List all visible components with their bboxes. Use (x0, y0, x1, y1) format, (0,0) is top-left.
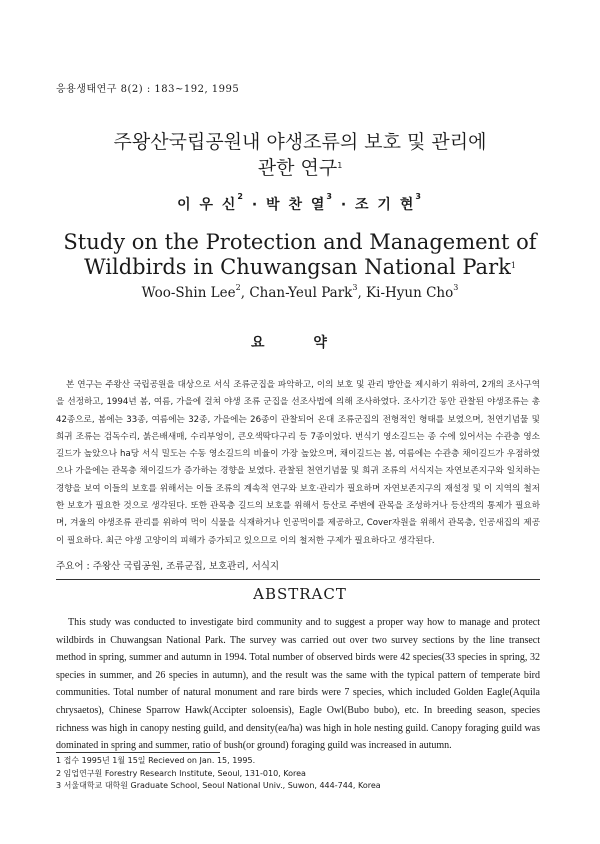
korean-abstract-heading: 요 약 (251, 335, 349, 351)
korean-title (40, 129, 560, 181)
english-abstract-heading: ABSTRACT (253, 585, 347, 603)
footnotes (56, 755, 381, 793)
korean-title-line2: 관한 연구$^1$ (257, 157, 343, 179)
footnote-3: 3 서울대학교 대학원 Graduate School, Seoul National Univ., Suwon, 444-744, Korea (56, 781, 381, 791)
author-en-3: Ki-Hyun Cho (366, 285, 454, 301)
footnote-mark: 1 (337, 161, 343, 170)
footnote-2: 2 임업연구원 Forestry Research Institute, Seoul, 131-010, Korea (56, 768, 306, 778)
keywords: 주요어 : 주왕산 국립공원, 조류군집, 보호관리, 서식지 (56, 561, 280, 572)
korean-abstract-text: 본 연구는 주왕산 국립공원을 대상으로 서식 조류군집을 파악하고, 이의 보호 및 관리 방안을 제시하기 위하여, 2개의 조사구역을 선정하고, 1994년 봄, 여름, 가을에 걸쳐 야생 조류 군집을 선조사법에 의해 조사하였다. 조사기간 동안 관찰된 야생조류는 총 42종으로, 봄에는 33종, 여름에는 32종, 가을에는 26종이 관찰되어 온대 조류군집의 전형적인 형태를 보였으며, 천연기념물 및 희귀 조류는 검독수리, 붉은배새매, 수리부엉이, 큰오색딱다구리 등 7종이었다. 번식기 영소길드는 종 수에 있어서는 수관층 영소길드가 높았으나 ha당 서식 밀도는 수동 영소길드의 비율이 가장 높았으며, 채이길드는 봄, 여름에는 수관층 채이길드가 우점하였으나 가을에는 관목층 채이길드가 증가하는 경향을 보였다. 관찰된 천연기념물 및 희귀 조류의 서식지는 자연보존지구와 일치하는 경향을 보여 이들의 보호를 위해서는 이들 조류의 계속적 연구와 보호·관리가 필요하며 자연보존지구의 재설정 및 이 지역의 철저한 보호가 필요한 것으로 생각된다. 또한 관목층 길드의 보호를 위해서 등산로 주변에 관목을 조성하거나 등산객의 통제가 필요하며, 겨울의 야생조류 관리를 위하여 먹이 식물을 식재하거나 인공먹이를 제공하고, Cover자원을 위해서 관목층, 인공새집의 제공이 필요하다. 최근 야생 고양이의 피해가 증가되고 있으므로 이의 철저한 구제가 필요하다고 생각된다. (56, 380, 540, 546)
english-title-line1: Study on the Protection and Management of (63, 230, 537, 254)
author-en-1: Woo-Shin Lee (141, 285, 236, 301)
korean-authors: 이 우 신$^2$ · 박 찬 열$^3$ · 조 기 현$^3$ (177, 192, 423, 213)
footnote-mark: 1 (510, 261, 516, 270)
english-authors: Woo-Shin Lee$^2$, Chan-Yeul Park$^3$, Ki-Hyun Cho$^3$ (141, 283, 459, 301)
divider (56, 579, 540, 580)
journal-header: 응용생태연구 8(2) : 183~192, 1995 (56, 84, 240, 95)
korean-abstract (56, 377, 540, 550)
footnote-divider (56, 752, 220, 753)
english-abstract-text: This study was conducted to investigate bird community and to suggest a proper way how to manage and protect wildbirds in Chuwangsan National Park. The survey was carried out over two survey sections by the line transect method in spring, summer and autumn in 1994. Total number of observed birds were 42 species(33 species in spring, 32 species in summer, and 26 species in autumn), and the result was the same with the typical pattern of temperate bird communities. Total number of natural monument and rare birds were 7 species, which included Golden Eagle(Aquila chrysaetos), Chinese Sparrow Hawk(Accipter soloensis), Eagle Owl(Bubo bubo), etc. In breeding season, species richness was high in canopy nesting guild, and density(ea/ha) was high in hole nesting guild. Canopy foraging guild was dominated in spring and summer, ratio of bush(or ground) foraging guild was increased in autumn. (56, 617, 540, 752)
korean-title-line1: 주왕산국립공원내 야생조류의 보호 및 관리에 (113, 131, 487, 153)
author-en-2: Chan-Yeul Park (249, 285, 353, 301)
footnote-1: 1 접수 1995년 1월 15일 Recieved on Jan. 15, 1995. (56, 756, 256, 765)
author-ko-1: 이 우 신 (177, 197, 238, 213)
english-abstract (56, 614, 540, 755)
english-title (40, 230, 560, 280)
author-ko-3: 조 기 현 (355, 197, 416, 213)
author-ko-2: 박 찬 열 (266, 197, 327, 213)
english-title-line2: Wildbirds in Chuwangsan National Park$^1$ (84, 255, 516, 279)
